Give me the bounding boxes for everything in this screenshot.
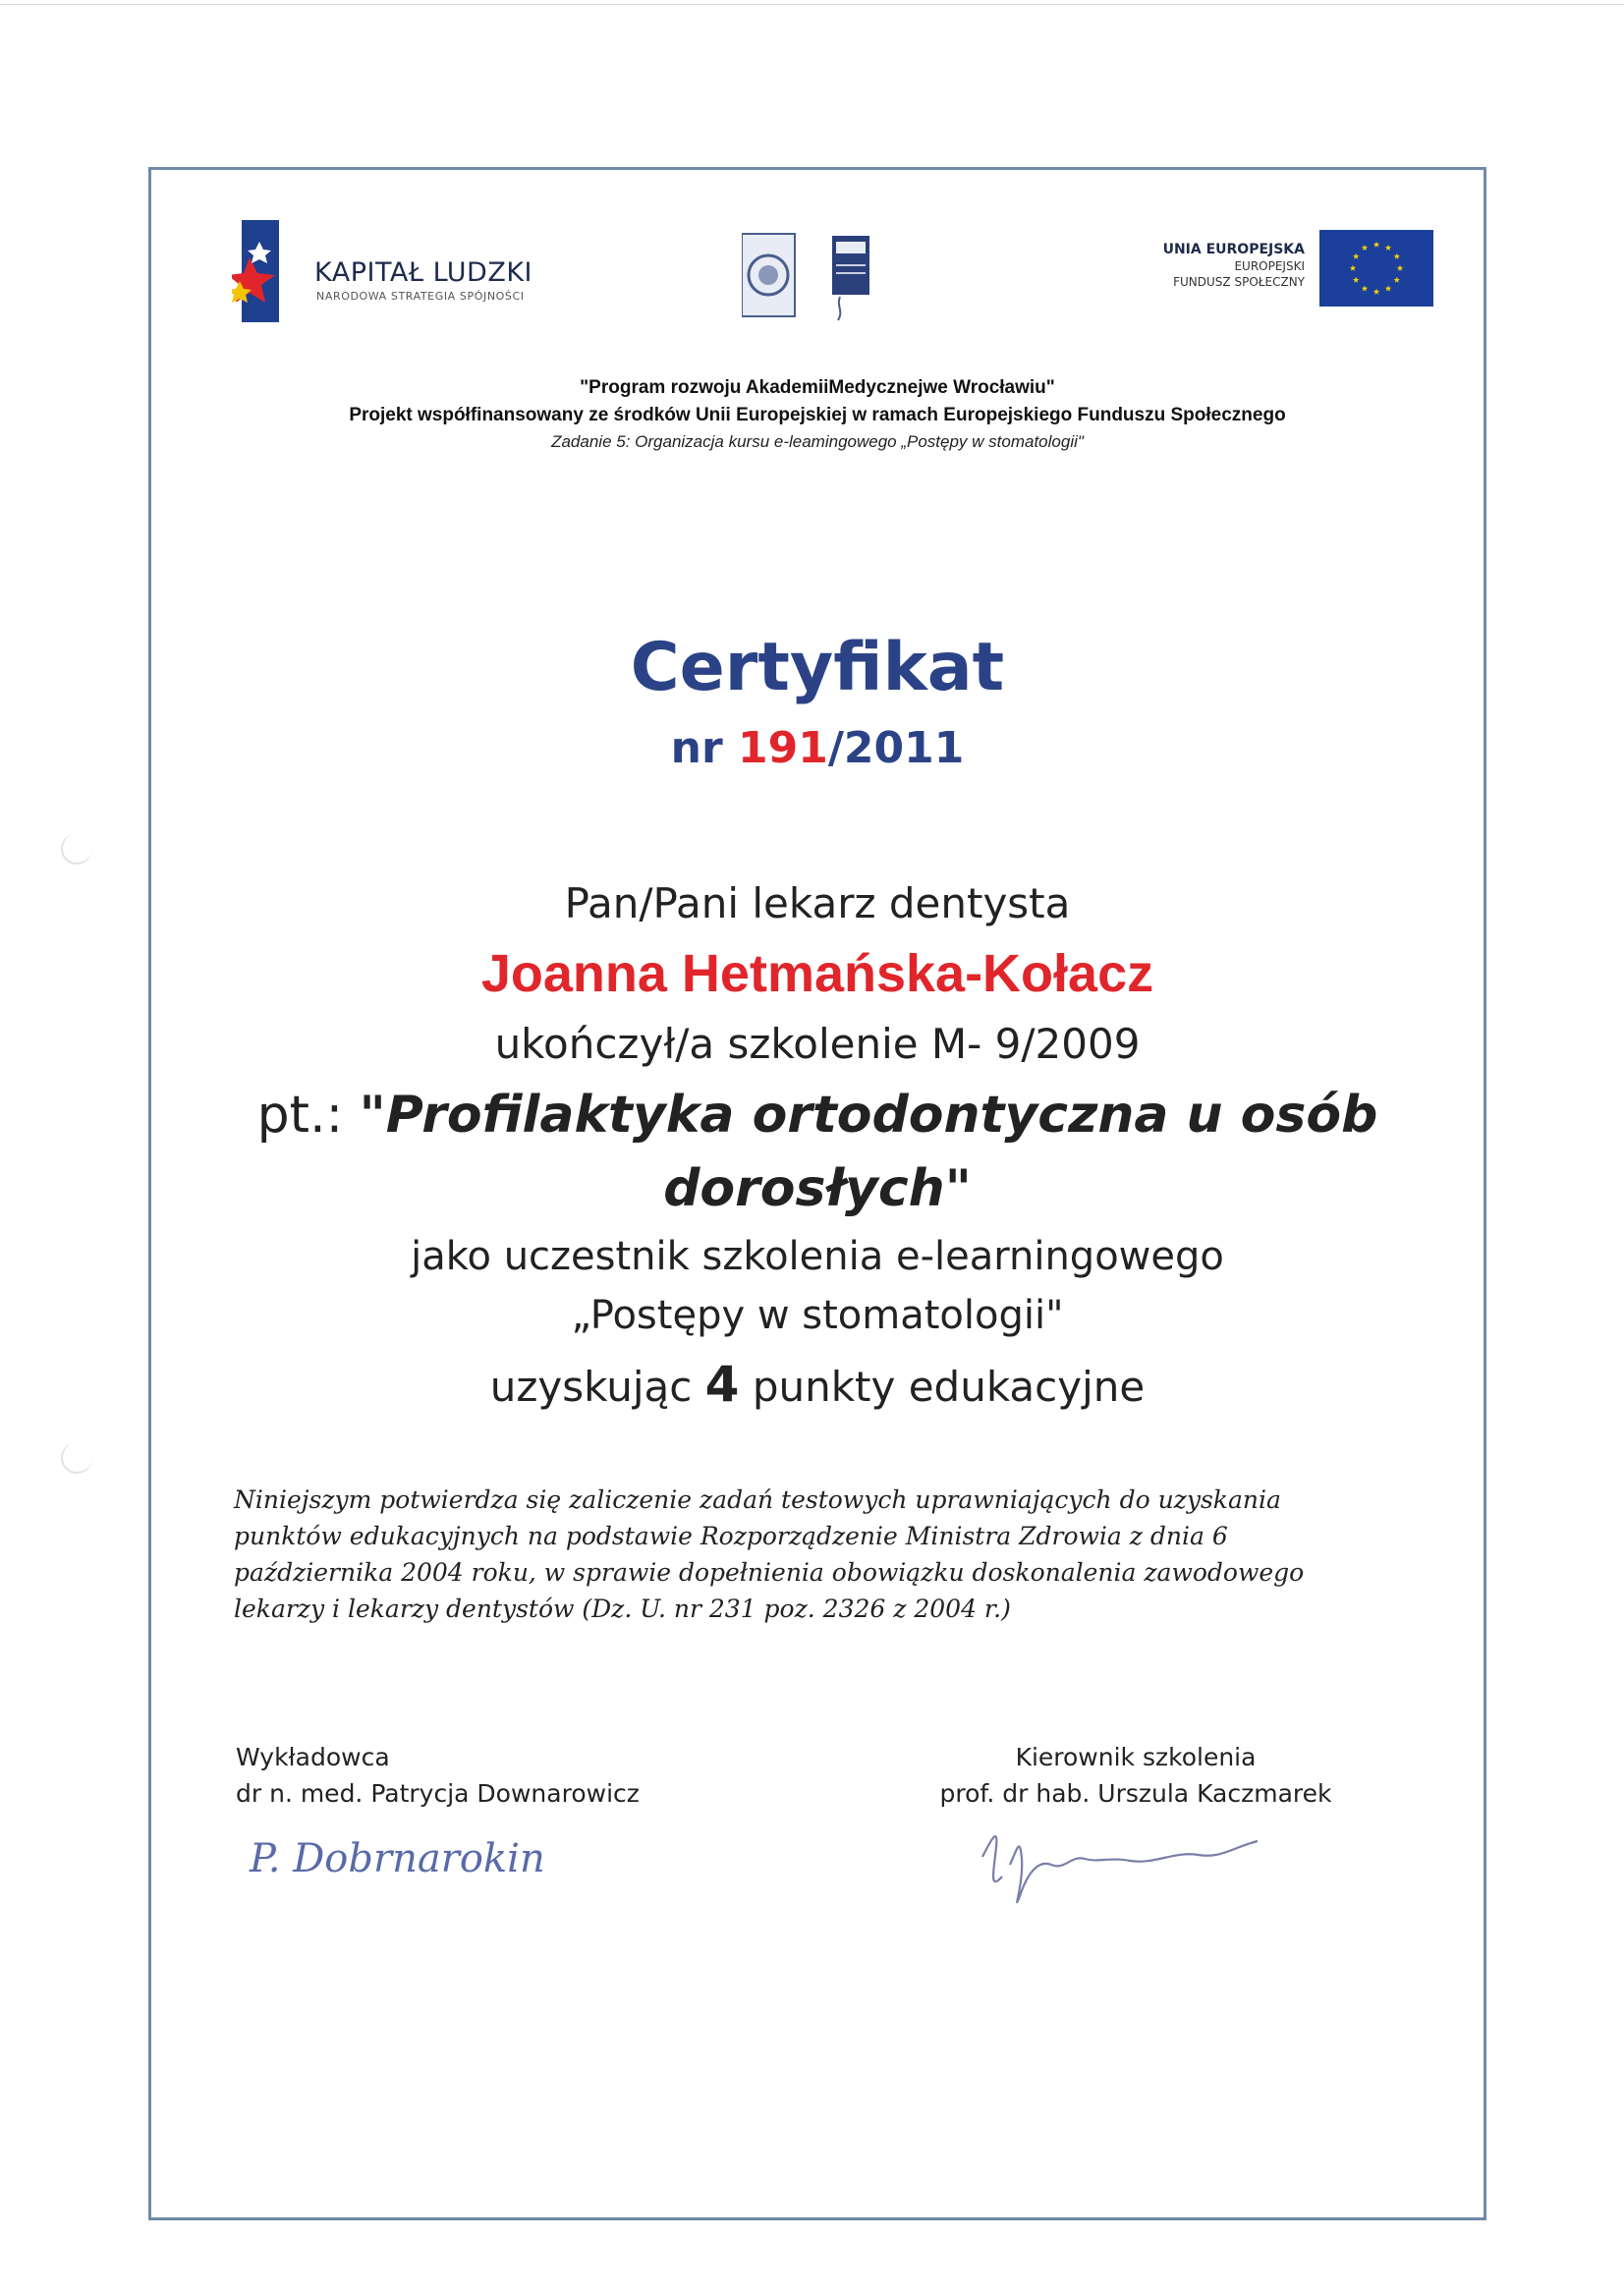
scan-edge-line [0, 4, 1624, 5]
points-line [148, 1356, 1486, 1413]
eu-flag-icon [1319, 230, 1433, 307]
lecturer-signature [246, 1822, 589, 1891]
book-ribbon [838, 297, 840, 320]
kapital-ludzki-subtitle: NARODOWA STRATEGIA SPÓJNOŚCI [316, 290, 525, 303]
eu-label [1163, 242, 1305, 289]
lecturer-role: Wykładowca [236, 1743, 390, 1771]
kapital-ludzki-title: KAPITAŁ LUDZKI [314, 257, 532, 288]
eu-fund-text: FUNDUSZ SPOŁECZNY [1173, 275, 1305, 289]
head-signature-stroke [982, 1836, 1258, 1902]
course-title-part1: "Profilaktyka ortodontyczna u osób [359, 1086, 1378, 1145]
project-funding-line: Projekt współfinansowany ze środków Unii Europejskiej w ramach Europejskiego Funduszu Społecznego [349, 405, 1286, 425]
certificate-number-prefix: nr [670, 723, 738, 773]
lecturer-name: dr n. med. Patrycja Downarowicz [236, 1779, 640, 1808]
lecturer-signature-text: P. Dobrnarokin [250, 1836, 545, 1881]
lecturer-block [236, 1739, 640, 1812]
participant-line: jako uczestnik szkolenia e-learningowego [411, 1234, 1224, 1279]
program-name-line: „Postępy w stomatologii" [571, 1293, 1064, 1338]
certificate-number-year: /2011 [827, 723, 965, 773]
eu-european-text: EUROPEJSKI [1234, 259, 1305, 273]
university-emblems [742, 232, 879, 322]
points-value: 4 [704, 1356, 740, 1413]
addressee-line: Pan/Pani lekarz dentysta [564, 879, 1071, 927]
points-prefix: uzyskując [489, 1363, 705, 1411]
seal-center [758, 265, 778, 285]
certificate-number-value: 191 [737, 723, 828, 773]
points-suffix: punkty edukacyjne [739, 1363, 1146, 1411]
task-line: Zadanie 5: Organizacja kursu e-leamingowego „Postępy w stomatologii" [551, 432, 1084, 451]
book-label [836, 242, 866, 253]
certificate-number [148, 723, 1486, 773]
course-title-line [148, 1086, 1486, 1145]
head-name: prof. dr hab. Urszula Kaczmarek [939, 1779, 1332, 1808]
course-title-part2: dorosłych" [663, 1159, 972, 1218]
course-title-label: pt.: [256, 1086, 360, 1145]
head-role: Kierownik szkolenia [1015, 1743, 1257, 1771]
punch-hole-mark [61, 1442, 92, 1474]
head-block [920, 1739, 1352, 1812]
legal-statement: Niniejszym potwierdza się zaliczenie zadań testowych uprawniających do uzyskania punktów edukacyjnych na podstawie Rozporządzenie Ministra Zdrowia z dnia 6 października 2004 roku, w sprawie dopełnienia obowiązku doskonalenia zawodowego lekarzy i lekarzy dentystów (Dz. U. nr 231 poz. 2326 z 2004 r.) [234, 1485, 1305, 1623]
head-signature [963, 1808, 1287, 1926]
program-heading: "Program rozwoju AkademiiMedycznejwe Wrocławiu" [580, 377, 1055, 398]
punch-hole-mark [61, 833, 92, 865]
certificate-title: Certyfikat [630, 629, 1005, 706]
completed-training-line: ukończył/a szkolenie M- 9/2009 [494, 1020, 1141, 1068]
recipient-name: Joanna Hetmańska-Kołacz [480, 944, 1154, 1003]
eu-union-text: UNIA EUROPEJSKA [1162, 242, 1305, 257]
